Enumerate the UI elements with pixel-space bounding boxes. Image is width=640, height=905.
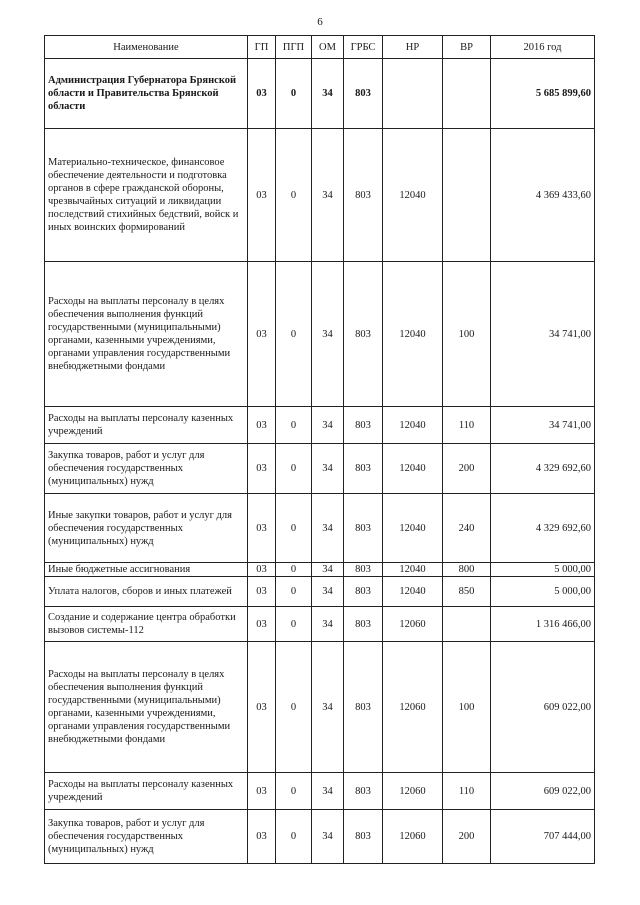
header-gp: ГП — [248, 36, 276, 59]
table-row — [45, 494, 595, 563]
row-ppgp: 0 — [276, 607, 312, 642]
row-name: Расходы на выплаты персоналу в целях обеспечения выполнения функций государственными (муниципальными) органами, казенными учреждениями, органами управления государственными внебюджетными фондами — [45, 262, 248, 407]
row-ppgp: 0 — [276, 494, 312, 563]
row-gp: 03 — [248, 810, 276, 864]
header-np: НР — [383, 36, 443, 59]
row-amount: 34 741,00 — [491, 407, 595, 444]
table-row — [45, 59, 595, 129]
row-amount: 5 000,00 — [491, 577, 595, 607]
row-np: 12040 — [383, 444, 443, 494]
row-name: Материально-техническое, финансовое обеспечение деятельности и подготовка органов в сфере гражданской обороны, чрезвычайных ситуаций и ликвидации последствий стихийных бедствий, войск и иных воинских формирований — [45, 129, 248, 262]
header-grbs: ГРБС — [344, 36, 383, 59]
row-vr: 110 — [443, 773, 491, 810]
row-gp: 03 — [248, 607, 276, 642]
table-row — [45, 773, 595, 810]
row-grbs: 803 — [344, 642, 383, 773]
budget-table — [44, 35, 595, 864]
table-row — [45, 129, 595, 262]
row-name: Создание и содержание центра обработки вызовов системы-112 — [45, 607, 248, 642]
row-name: Иные закупки товаров, работ и услуг для обеспечения государственных (муниципальных) нужд — [45, 494, 248, 563]
row-amount: 707 444,00 — [491, 810, 595, 864]
row-om: 34 — [312, 607, 344, 642]
row-ppgp: 0 — [276, 773, 312, 810]
row-gp: 03 — [248, 129, 276, 262]
row-amount: 4 329 692,60 — [491, 444, 595, 494]
page-number: 6 — [317, 16, 323, 28]
header-year: 2016 год — [491, 36, 595, 59]
row-om: 34 — [312, 563, 344, 577]
row-gp: 03 — [248, 407, 276, 444]
row-om: 34 — [312, 810, 344, 864]
row-name: Закупка товаров, работ и услуг для обеспечения государственных (муниципальных) нужд — [45, 810, 248, 864]
row-vr: 100 — [443, 642, 491, 773]
row-np: 12040 — [383, 494, 443, 563]
table-row — [45, 810, 595, 864]
row-amount: 34 741,00 — [491, 262, 595, 407]
row-vr — [443, 59, 491, 129]
row-np: 12040 — [383, 129, 443, 262]
row-grbs: 803 — [344, 262, 383, 407]
row-np: 12040 — [383, 563, 443, 577]
row-grbs: 803 — [344, 607, 383, 642]
row-name: Уплата налогов, сборов и иных платежей — [45, 577, 248, 607]
row-np: 12060 — [383, 642, 443, 773]
header-om: ОМ — [312, 36, 344, 59]
row-amount: 609 022,00 — [491, 773, 595, 810]
row-np: 12040 — [383, 577, 443, 607]
row-gp: 03 — [248, 577, 276, 607]
row-vr — [443, 129, 491, 262]
row-vr: 800 — [443, 563, 491, 577]
row-vr: 200 — [443, 444, 491, 494]
row-name: Иные бюджетные ассигнования — [45, 563, 248, 577]
row-om: 34 — [312, 262, 344, 407]
header-row — [45, 36, 595, 59]
row-ppgp: 0 — [276, 59, 312, 129]
row-gp: 03 — [248, 642, 276, 773]
row-np: 12060 — [383, 773, 443, 810]
row-amount: 5 685 899,60 — [491, 59, 595, 129]
row-om: 34 — [312, 577, 344, 607]
row-grbs: 803 — [344, 407, 383, 444]
row-name: Закупка товаров, работ и услуг для обеспечения государственных (муниципальных) нужд — [45, 444, 248, 494]
row-gp: 03 — [248, 563, 276, 577]
row-grbs: 803 — [344, 810, 383, 864]
row-om: 34 — [312, 444, 344, 494]
row-amount: 609 022,00 — [491, 642, 595, 773]
row-om: 34 — [312, 129, 344, 262]
table-row — [45, 407, 595, 444]
row-grbs: 803 — [344, 494, 383, 563]
row-np: 12040 — [383, 262, 443, 407]
table-row — [45, 577, 595, 607]
row-vr — [443, 607, 491, 642]
row-np: 12060 — [383, 810, 443, 864]
row-gp: 03 — [248, 773, 276, 810]
header-vr: ВР — [443, 36, 491, 59]
row-ppgp: 0 — [276, 129, 312, 262]
row-amount: 4 329 692,60 — [491, 494, 595, 563]
header-name: Наименование — [45, 36, 248, 59]
row-gp: 03 — [248, 444, 276, 494]
row-ppgp: 0 — [276, 444, 312, 494]
row-om: 34 — [312, 407, 344, 444]
table-row — [45, 563, 595, 577]
row-gp: 03 — [248, 262, 276, 407]
row-vr: 200 — [443, 810, 491, 864]
row-grbs: 803 — [344, 59, 383, 129]
table-row — [45, 444, 595, 494]
row-ppgp: 0 — [276, 810, 312, 864]
row-name: Расходы на выплаты персоналу в целях обеспечения выполнения функций государственными (муниципальными) органами, казенными учреждениями, органами управления государственными внебюджетными фондами — [45, 642, 248, 773]
row-gp: 03 — [248, 59, 276, 129]
table-row — [45, 642, 595, 773]
row-grbs: 803 — [344, 444, 383, 494]
row-grbs: 803 — [344, 577, 383, 607]
row-gp: 03 — [248, 494, 276, 563]
row-np — [383, 59, 443, 129]
row-amount: 4 369 433,60 — [491, 129, 595, 262]
row-om: 34 — [312, 773, 344, 810]
row-grbs: 803 — [344, 773, 383, 810]
row-vr: 110 — [443, 407, 491, 444]
row-ppgp: 0 — [276, 262, 312, 407]
row-np: 12040 — [383, 407, 443, 444]
table-row — [45, 607, 595, 642]
header-ppgp: ПГП — [276, 36, 312, 59]
row-np: 12060 — [383, 607, 443, 642]
row-vr: 240 — [443, 494, 491, 563]
table-row — [45, 262, 595, 407]
row-ppgp: 0 — [276, 407, 312, 444]
row-name: Расходы на выплаты персоналу казенных учреждений — [45, 407, 248, 444]
row-name: Администрация Губернатора Брянской области и Правительства Брянской области — [45, 59, 248, 129]
row-ppgp: 0 — [276, 577, 312, 607]
row-om: 34 — [312, 642, 344, 773]
row-grbs: 803 — [344, 563, 383, 577]
row-amount: 5 000,00 — [491, 563, 595, 577]
row-vr: 100 — [443, 262, 491, 407]
row-grbs: 803 — [344, 129, 383, 262]
row-amount: 1 316 466,00 — [491, 607, 595, 642]
row-ppgp: 0 — [276, 563, 312, 577]
row-name: Расходы на выплаты персоналу казенных учреждений — [45, 773, 248, 810]
row-om: 34 — [312, 59, 344, 129]
row-ppgp: 0 — [276, 642, 312, 773]
row-vr: 850 — [443, 577, 491, 607]
row-om: 34 — [312, 494, 344, 563]
